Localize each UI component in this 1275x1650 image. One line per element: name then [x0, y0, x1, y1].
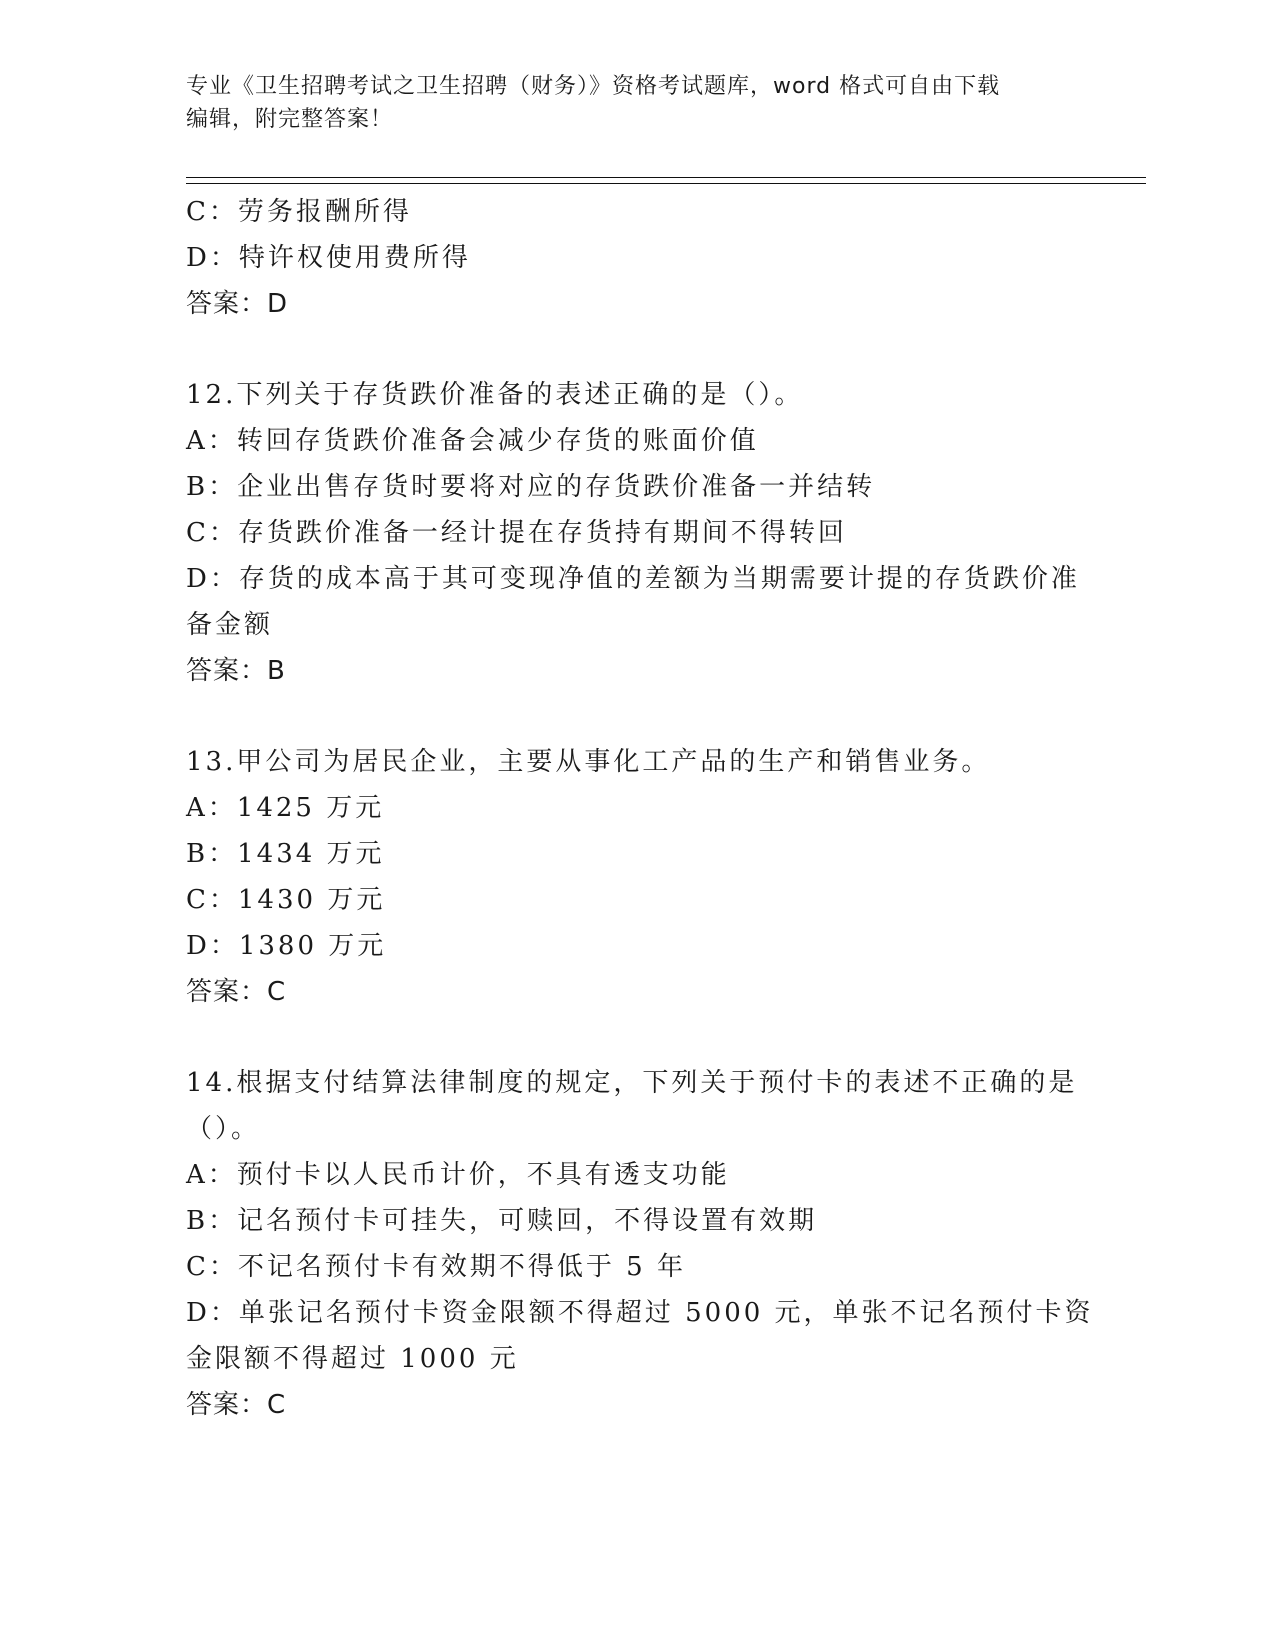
q12-option-d-line-2: 备金额 — [186, 610, 274, 640]
q14-option-d-line-2: 金限额不得超过 1000 元 — [186, 1344, 519, 1374]
q13-stem: 13.甲公司为居民企业，主要从事化工产品的生产和销售业务。 — [186, 747, 991, 777]
spacer — [186, 1015, 1086, 1060]
q13-answer: 答案：C — [186, 977, 287, 1007]
question-13 — [186, 739, 1086, 1015]
question-12 — [186, 372, 1086, 694]
q13-option-d: D：1380 万元 — [186, 931, 387, 961]
q14-option-c: C：不记名预付卡有效期不得低于 5 年 — [186, 1252, 686, 1282]
q12-answer: 答案：B — [186, 656, 286, 686]
q12-option-d-line-1: D：存货的成本高于其可变现净值的差额为当期需要计提的存货跌价准 — [186, 564, 1080, 594]
q14-option-a: A：预付卡以人民币计价，不具有透支功能 — [186, 1160, 730, 1190]
q14-stem-line-1: 14.根据支付结算法律制度的规定，下列关于预付卡的表述不正确的是 — [186, 1068, 1078, 1098]
spacer — [186, 694, 1086, 739]
question-14 — [186, 1060, 1094, 1428]
header-line-2: 编辑，附完整答案！ — [186, 107, 394, 132]
q14-answer: 答案：C — [186, 1390, 287, 1420]
q11-option-d: D：特许权使用费所得 — [186, 243, 471, 273]
q14-stem-line-2: （）。 — [186, 1114, 261, 1144]
q12-option-b: B：企业出售存货时要将对应的存货跌价准备一并结转 — [186, 472, 876, 502]
q14-option-d-line-1: D：单张记名预付卡资金限额不得超过 5000 元，单张不记名预付卡资 — [186, 1298, 1094, 1328]
page-header — [186, 70, 1086, 136]
question-content — [186, 189, 1094, 1428]
q13-option-a: A：1425 万元 — [186, 793, 385, 823]
q13-option-b: B：1434 万元 — [186, 839, 385, 869]
header-divider-bottom — [186, 183, 1146, 184]
header-divider-top — [186, 177, 1146, 178]
q12-option-c: C：存货跌价准备一经计提在存货持有期间不得转回 — [186, 518, 847, 548]
q13-option-c: C：1430 万元 — [186, 885, 386, 915]
q12-stem: 12.下列关于存货跌价准备的表述正确的是（）。 — [186, 380, 804, 410]
q11-option-c: C：劳务报酬所得 — [186, 197, 412, 227]
question-11-partial — [186, 189, 1086, 327]
header-line-1: 专业《卫生招聘考试之卫生招聘（财务）》资格考试题库，word 格式可自由下载 — [186, 74, 1001, 99]
q11-answer: 答案：D — [186, 289, 289, 319]
q14-option-b: B：记名预付卡可挂失，可赎回，不得设置有效期 — [186, 1206, 818, 1236]
spacer — [186, 327, 1086, 372]
q12-option-a: A：转回存货跌价准备会减少存货的账面价值 — [186, 426, 759, 456]
